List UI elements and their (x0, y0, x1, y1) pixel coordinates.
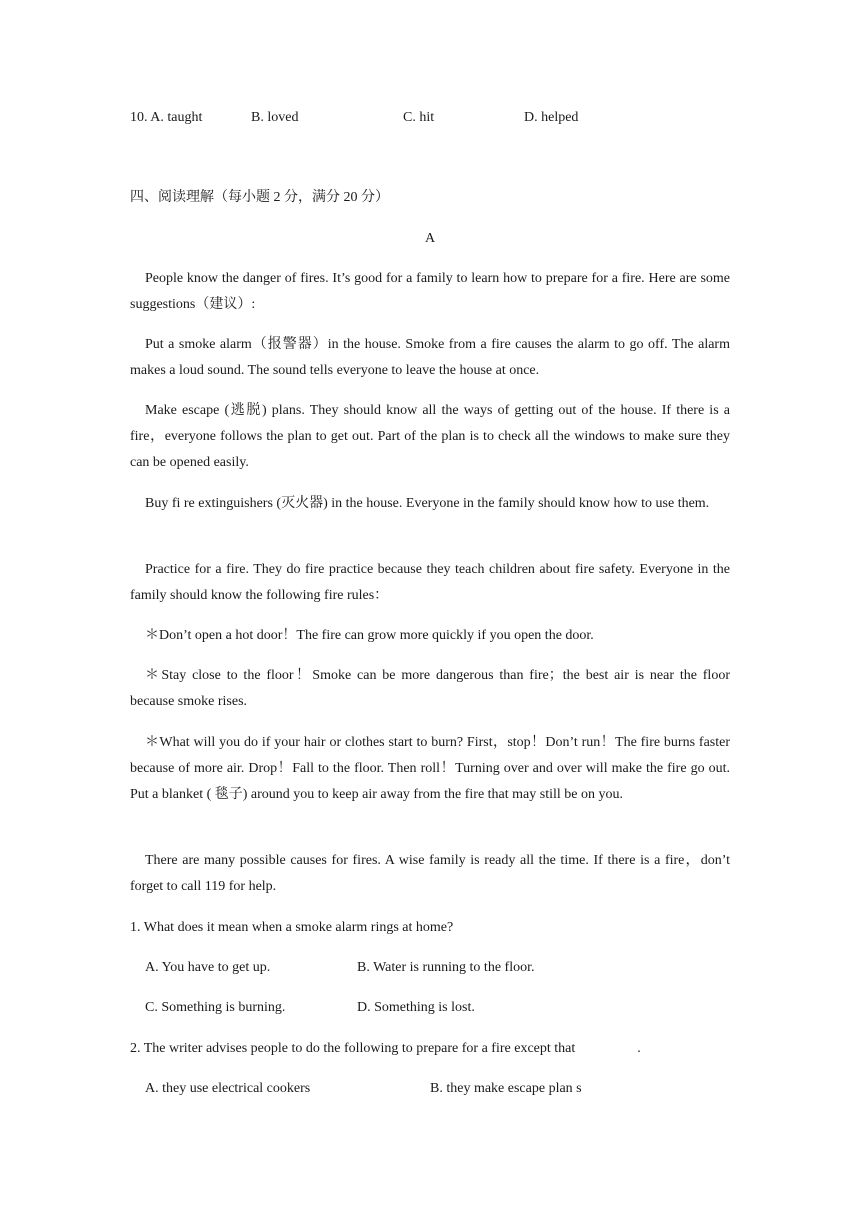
q10-option-b: B. loved (251, 110, 299, 125)
q2-option-b: B. they make escape plan s (430, 1081, 582, 1096)
paragraph-smoke-alarm: Put a smoke alarm（报警器）in the house. Smoke from a fire causes the alarm to go off. The alarm makes a loud sound. The sound tells everyone to leave the house at once. (130, 337, 730, 378)
paragraph-extinguishers: Buy fi re extinguishers (灭火器) in the house. Everyone in the family should know how to use them. (145, 496, 710, 511)
q2-option-a: A. they use electrical cookers (145, 1081, 311, 1096)
rule-stay-low: ＊Stay close to the floor！Smoke can be more dangerous than fire；the best air is near the floor because smoke rises. (130, 668, 730, 709)
q10-option-d: D. helped (524, 110, 579, 125)
q1-option-d: D. Something is lost. (357, 1000, 475, 1015)
paragraph-intro: People know the danger of fires. It’s good for a family to learn how to prepare for a fire. Here are some suggestions（建议）: (130, 271, 730, 312)
q1-option-c: C. Something is burning. (145, 1000, 286, 1015)
paragraph-practice: Practice for a fire. They do fire practice because they teach children about fire safety. Everyone in the family should know the following fire rules： (130, 562, 730, 603)
paragraph-conclusion: There are many possible causes for fires. A wise family is ready all the time. If there is a fire，don’t forget to call 119 for help. (130, 853, 730, 894)
q1-option-b: B. Water is running to the floor. (357, 960, 535, 975)
q10-option-a: 10. A. taught (130, 110, 203, 125)
question-2-end: . (637, 1041, 641, 1056)
question-2-stem: 2. The writer advises people to do the following to prepare for a fire except that (130, 1041, 576, 1056)
question-2 (130, 1041, 641, 1057)
section-heading: 四、阅读理解（每小题 2 分，满分 20 分） (130, 190, 389, 205)
paragraph-escape-plans: Make escape (逃脱) plans. They should know all the ways of getting out of the house. If there is a fire，everyone follows the plan to get out. Part of the plan is to check all the windows to make sure they can be opened easily. (130, 403, 730, 470)
q10-option-c: C. hit (403, 110, 435, 125)
rule-stop-drop-roll: ＊What will you do if your hair or clothes start to burn? First，stop！Don’t run！The fire burns faster because of more air. Drop！Fall to the floor. Then roll！Turning over and over will make the fire go out. Put a blanket ( 毯子) around you to keep air away from the fire that may still be on you. (130, 735, 730, 802)
passage-label: A (425, 231, 436, 246)
q1-option-a: A. You have to get up. (145, 960, 271, 975)
rule-hot-door: ＊Don’t open a hot door！The fire can grow more quickly if you open the door. (145, 628, 594, 643)
question-1: 1. What does it mean when a smoke alarm rings at home? (130, 920, 454, 935)
